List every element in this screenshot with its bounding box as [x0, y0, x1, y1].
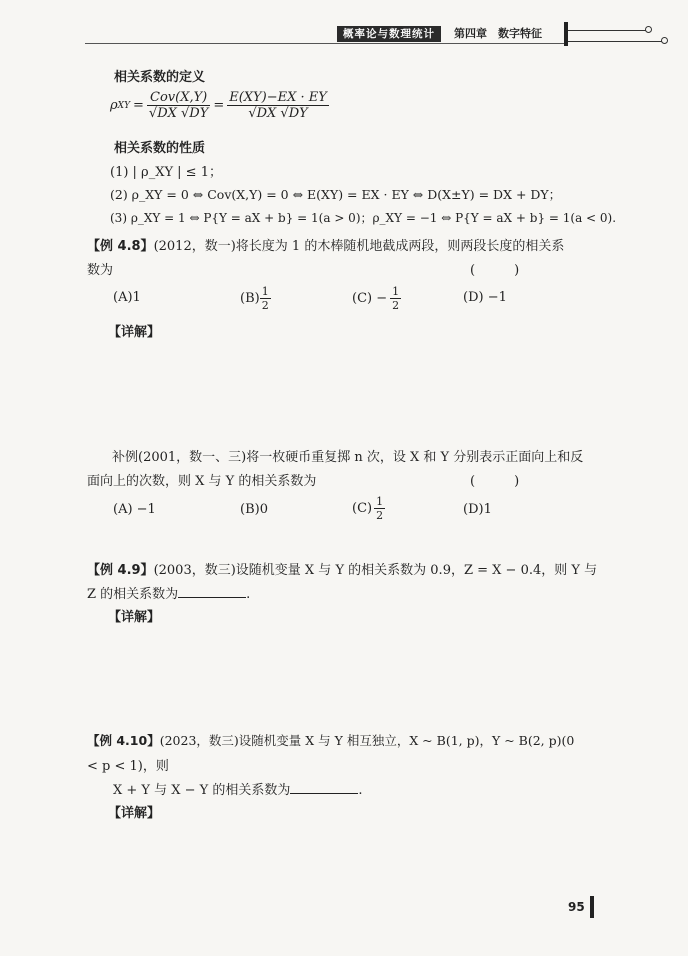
page-number-bar [590, 896, 594, 918]
supplement-example-line1: 补例(2001，数一、三)将一枚硬币重复掷 n 次，设 X 和 Y 分别表示正面向上和反 [112, 450, 584, 465]
answer-paren: ( ) [470, 263, 520, 278]
fraction-expectation: $\frac{E(XY)-EX \cdot EY}{√DX √DY}$ [229, 90, 327, 121]
book-title-badge: 概率论与数理统计 [337, 26, 441, 42]
example-4-9-line1: 【例 4.9】(2003，数三)设随机变量 X 与 Y 的相关系数为 0.9，Z = X − 0.4，则 Y 与 [87, 563, 598, 578]
equals-sign: = [213, 98, 225, 113]
example-4-10-line1: 【例 4.10】(2023，数三)设随机变量 X 与 Y 相互独立，X ~ B(1, p)，Y ~ B(2, p)(0 [87, 733, 575, 748]
option-c: (C) − $\frac{1}{2}$ [352, 285, 400, 312]
option-c: (C) $\frac{1}{2}$ [352, 495, 384, 522]
option-a: (A) −1 [113, 502, 156, 517]
answer-paren: ( ) [470, 474, 520, 489]
header-line-ornament [568, 30, 646, 31]
header-rule [85, 43, 567, 44]
example-label: 【例 4.9】 [87, 563, 154, 578]
option-b: (B)0 [240, 502, 268, 517]
equals-sign: = [133, 98, 144, 113]
solution-label: 【详解】 [108, 806, 161, 821]
definition-heading: 相关系数的定义 [114, 70, 206, 85]
example-label: 【例 4.10】 [87, 733, 160, 748]
header-line-ornament [568, 41, 662, 42]
property-3: (3) ρ_XY = 1 ⇔ P{Y = aX + b} = 1(a > 0)；ρ_XY = −1 ⇔ P{Y = aX + b} = 1(a < 0). [110, 211, 617, 225]
fill-in-blank [290, 781, 358, 794]
correlation-formula [110, 90, 329, 121]
supplement-example-line2: 面向上的次数，则 X 与 Y 的相关系数为 [87, 474, 317, 489]
rho-subscript: XY [117, 100, 131, 111]
option-b: (B) $\frac{1}{2}$ [240, 285, 269, 312]
page-number: 95 [568, 900, 585, 914]
example-4-10-line2: < p < 1)，则 [87, 759, 169, 774]
fill-in-blank [178, 585, 246, 598]
properties-heading: 相关系数的性质 [114, 141, 206, 156]
example-4-9-line2: Z 的相关系数为 . [87, 587, 251, 602]
rho-symbol: ρ [110, 98, 118, 113]
header-dot-ornament [645, 26, 652, 33]
example-4-8-line2: 数为 [87, 263, 114, 278]
option-d: (D)1 [463, 502, 492, 517]
solution-label: 【详解】 [108, 610, 161, 625]
header-dot-ornament [661, 37, 668, 44]
chapter-title: 第四章 数字特征 [454, 27, 542, 40]
example-4-8-line1: 【例 4.8】(2012，数一)将长度为 1 的木棒随机地截成两段，则两段长度的相关系 [87, 239, 565, 254]
option-d: (D) −1 [463, 290, 507, 305]
header-bar-ornament [564, 22, 568, 46]
property-1: (1) | ρ_XY | ≤ 1； [110, 165, 222, 180]
property-2: (2) ρ_XY = 0 ⇔ Cov(X,Y) = 0 ⇔ E(XY) = EX · EY ⇔ D(X±Y) = DX + DY； [110, 187, 562, 202]
solution-label: 【详解】 [108, 325, 161, 340]
fraction-cov: $\frac{\text{Cov(X,Y)}}{√DX √DY}$ [148, 90, 209, 121]
option-a: (A)1 [113, 290, 141, 305]
example-label: 【例 4.8】 [87, 239, 154, 254]
example-4-10-line3: X + Y 与 X − Y 的相关系数为 . [113, 783, 363, 798]
